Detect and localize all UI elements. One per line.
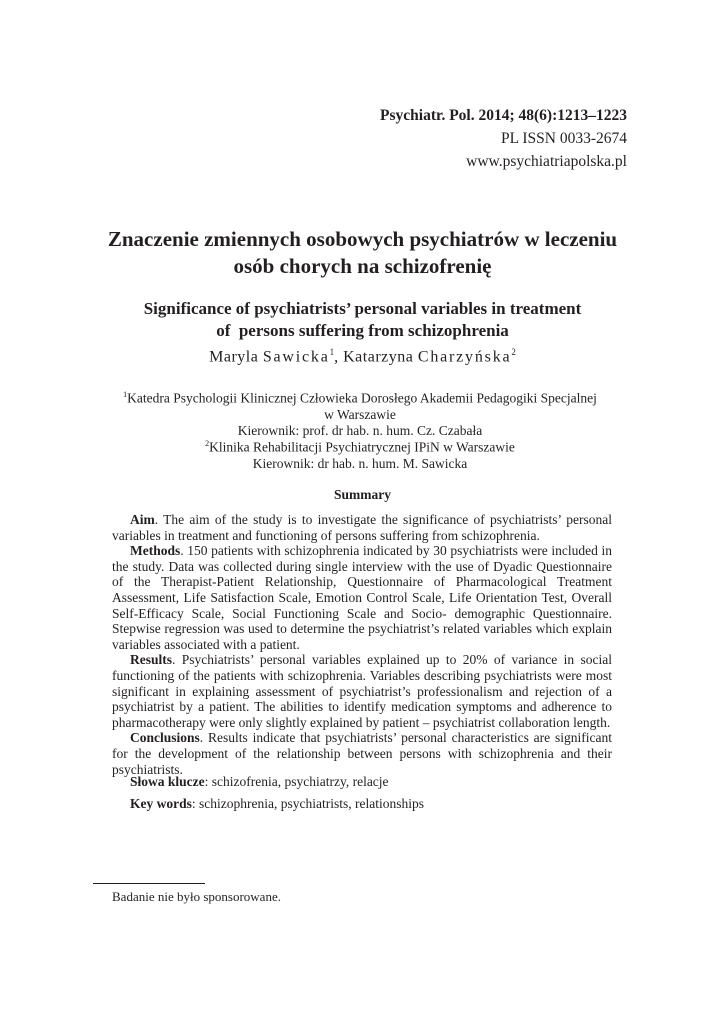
title-english-line1: Significance of psychiatrists’ personal variables in treatment xyxy=(143,299,582,318)
author-affil-ref: 2 xyxy=(511,347,516,357)
abstract xyxy=(112,512,612,777)
affil-number: 2 xyxy=(205,439,210,448)
keywords-english xyxy=(130,796,424,812)
author-first-name: Katarzyna xyxy=(343,348,414,366)
author-surname: Sawicka xyxy=(262,348,330,366)
author-first-name: Maryla xyxy=(209,348,259,366)
aim-label: Aim xyxy=(130,512,155,527)
affil-city: w Warszawie xyxy=(324,406,396,422)
results-text: . Psychiatrists’ personal variables explained up to 20% of variance in social functioning of the patients with schizophrenia. Variables describing psychiatrists were most significant in explaining assessment of psychiatrist’s professionalism and rejection of a psychiatrist by a patient. The abilities to identify medication symptoms and adherence to pharmacotherapy were only slightly explained by patient – psychiatrist collaboration length. xyxy=(112,652,612,730)
summary-heading: Summary xyxy=(334,487,391,502)
abstract-conclusions xyxy=(112,730,612,777)
keywords-polish-label: Słowa klucze xyxy=(130,774,205,789)
author-affil-ref: 1 xyxy=(329,347,335,357)
results-label: Results xyxy=(130,652,173,668)
journal-citation: Psychiatr. Pol. 2014; 48(6):1213–1223 xyxy=(380,107,627,124)
title-polish xyxy=(60,226,665,280)
affil-institution: Klinika Rehabilitacji Psychiatrycznej IPiN w Warszawie xyxy=(209,439,515,455)
journal-issn: PL ISSN 0033-2674 xyxy=(500,130,627,147)
keywords-english-label: Key words xyxy=(130,796,192,811)
journal-header xyxy=(380,104,627,173)
abstract-aim xyxy=(112,512,612,543)
conclusions-label: Conclusions xyxy=(130,730,200,746)
keywords-polish xyxy=(130,774,389,790)
title-english xyxy=(60,298,665,342)
footnote-rule xyxy=(93,883,205,884)
author-surname: Charzyńska xyxy=(417,348,512,366)
affil-number: 1 xyxy=(123,390,128,399)
methods-text: . 150 patients with schizophrenia indicated by 30 psychiatrists were included in the study. Data was collected during single interview with the use of Dyadic Questionnaire of the Therapist-Patient Relationship, Questionnaire of Pharmacological Treatment Assessment, Life Satisfaction Scale, Emotion Control Scale, Life Orientation Test, Overall Self-Efficacy Scale, Social Functioning Scale and Socio- demographic Questionnaire. Stepwise regression was used to determine the psychiatrist’s related variables which explain variables associated with a patient. xyxy=(112,543,612,652)
footnote: Badanie nie było sponsorowane. xyxy=(112,889,281,904)
affiliation-1 xyxy=(110,387,610,439)
title-polish-line2: osób chorych na schizofrenię xyxy=(233,254,492,278)
affiliation-2 xyxy=(110,436,610,472)
journal-website[interactable]: www.psychiatriapolska.pl xyxy=(466,153,627,170)
aim-text: . The aim of the study is to investigate the significance of psychiatrists’ personal variables in treatment and functioning of persons suffering from schizophrenia. xyxy=(112,512,612,543)
affil-institution: Katedra Psychologii Klinicznej Człowieka Dorosłego Akademii Pedagogiki Specjalnej xyxy=(127,390,597,406)
conclusions-text: . Results indicate that psychiatrists’ personal characteristics are significant for the development of the relationship between persons with schizophrenia and their psychiatrists. xyxy=(112,730,612,777)
title-polish-line1: Znaczenie zmiennych osobowych psychiatrów w leczeniu xyxy=(107,227,618,251)
affil-head: Kierownik: dr hab. n. hum. M. Sawicka xyxy=(252,455,468,471)
authors: Maryla Sawicka$^1$, Katarzyna Charzyńska$^2$ xyxy=(209,347,516,366)
title-english-line2: of persons suffering from schizophrenia xyxy=(216,321,509,340)
methods-label: Methods xyxy=(130,543,181,559)
keywords-polish-text: : schizofrenia, psychiatrzy, relacje xyxy=(204,774,389,789)
abstract-methods xyxy=(112,543,612,652)
abstract-results xyxy=(112,652,612,730)
keywords-english-text: : schizophrenia, psychiatrists, relationships xyxy=(191,796,424,811)
affil-head: Kierownik: prof. dr hab. n. hum. Cz. Czabała xyxy=(237,422,483,438)
